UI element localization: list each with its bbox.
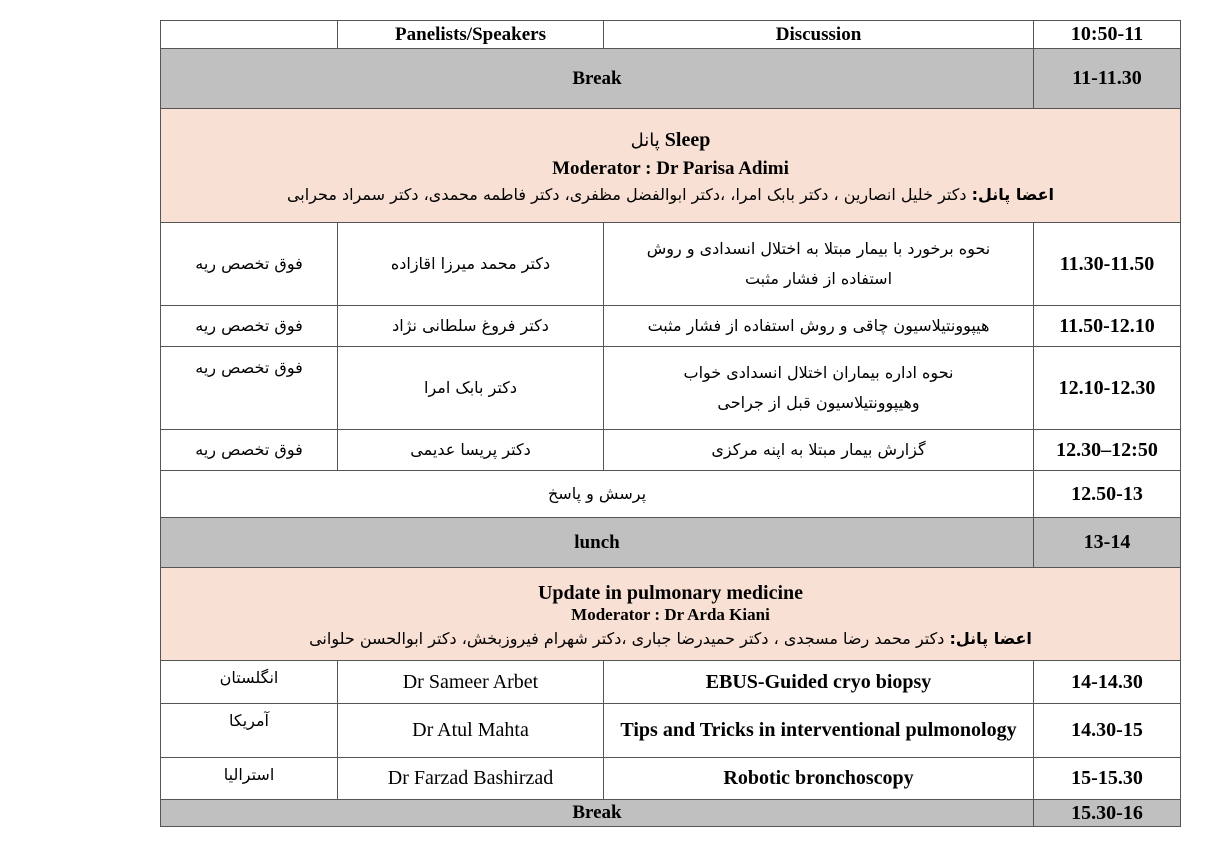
header-time: 10:50-11 <box>1034 21 1181 49</box>
qa-row <box>161 471 1181 518</box>
break-row-2 <box>161 800 1181 827</box>
pulm-row-1 <box>161 661 1181 704</box>
pulm-panel-members-list: دکتر محمد رضا مسجدی ، دکتر حمیدرضا جباری ،دکتر شهرام فیروزبخش، دکتر ابوالحسن حلوانی <box>309 629 945 649</box>
topic-line-1: نحوه برخورد با بیمار مبتلا به اختلال انسدادی و روش <box>646 238 991 258</box>
specialty-cell: فوق تخصص ریه <box>161 223 338 306</box>
topic-cell <box>604 223 1034 306</box>
topic-line-2: استفاده از فشار مثبت <box>744 269 893 288</box>
break-time: 11-11.30 <box>1034 49 1181 109</box>
qa-time: 12.50-13 <box>1034 471 1181 518</box>
sleep-panel-moderator: Moderator : Dr Parisa Adimi <box>552 157 789 179</box>
topic-cell <box>604 347 1034 430</box>
header-row <box>161 21 1181 49</box>
break-time: 15.30-16 <box>1034 800 1181 827</box>
sleep-row-3 <box>161 347 1181 430</box>
country-cell: انگلستان <box>161 661 338 704</box>
pulm-panel-members-label: اعضا پانل: <box>949 629 1032 649</box>
specialty-cell: فوق تخصص ریه <box>161 347 338 430</box>
speaker-cell: Dr Atul Mahta <box>338 704 604 758</box>
sleep-row-4 <box>161 430 1181 471</box>
topic-cell: Tips and Tricks in interventional pulmonology <box>604 704 1034 758</box>
break-label: Break <box>161 800 1034 827</box>
sleep-panel-title-fa: پانل <box>630 129 660 151</box>
sleep-row-1 <box>161 223 1181 306</box>
topic-line-2: وهیپوونتیلاسیون قبل از جراحی <box>717 393 920 412</box>
lunch-label: lunch <box>161 518 1034 568</box>
pulm-row-3 <box>161 758 1181 800</box>
topic-cell: Robotic bronchoscopy <box>604 758 1034 800</box>
country-cell: استرالیا <box>161 758 338 800</box>
header-speakers: Panelists/Speakers <box>338 21 604 49</box>
lunch-row <box>161 518 1181 568</box>
speaker-cell: Dr Sameer Arbet <box>338 661 604 704</box>
lunch-time: 13-14 <box>1034 518 1181 568</box>
time-cell: 11.30-11.50 <box>1034 223 1181 306</box>
break-row-1 <box>161 49 1181 109</box>
sleep-panel-row <box>161 109 1181 223</box>
speaker-cell: دکتر بابک امرا <box>338 347 604 430</box>
break-label: Break <box>161 49 1034 109</box>
sleep-panel-members-list: دکتر خلیل انصارین ، دکتر بابک امرا، ،دکتر ابوالفضل مظفری، دکتر فاطمه محمدی، دکتر سمراد محرابی <box>286 184 967 204</box>
time-cell: 14-14.30 <box>1034 661 1181 704</box>
topic-cell: EBUS-Guided cryo biopsy <box>604 661 1034 704</box>
pulm-row-2 <box>161 704 1181 758</box>
speaker-cell: دکتر محمد میرزا اقازاده <box>338 223 604 306</box>
pulm-panel-row <box>161 568 1181 661</box>
sleep-panel-title <box>167 129 1174 152</box>
speaker-cell: دکتر پریسا عدیمی <box>338 430 604 471</box>
speaker-cell: دکتر فروغ سلطانی نژاد <box>338 306 604 347</box>
sleep-row-2 <box>161 306 1181 347</box>
sleep-panel-title-en: Sleep <box>664 128 711 151</box>
sleep-panel-cell <box>161 109 1181 223</box>
time-cell: 12.10-12.30 <box>1034 347 1181 430</box>
specialty-cell: فوق تخصص ریه <box>161 430 338 471</box>
country-cell: آمریکا <box>161 704 338 758</box>
speaker-cell: Dr Farzad Bashirzad <box>338 758 604 800</box>
sleep-panel-members <box>167 186 1174 204</box>
pulm-panel-title: Update in pulmonary medicine <box>537 581 804 604</box>
topic-line-1: نحوه اداره بیماران اختلال انسدادی خواب <box>683 362 954 382</box>
schedule-table <box>160 20 1181 827</box>
specialty-cell: فوق تخصص ریه <box>161 306 338 347</box>
topic-cell: هیپوونتیلاسیون چاقی و روش استفاده از فشار مثبت <box>604 306 1034 347</box>
pulm-panel-moderator: Moderator : Dr Arda Kiani <box>571 604 770 624</box>
sleep-panel-members-label: اعضا پانل: <box>971 184 1055 204</box>
header-empty-cell <box>161 21 338 49</box>
time-cell: 11.50-12.10 <box>1034 306 1181 347</box>
time-cell: 14.30-15 <box>1034 704 1181 758</box>
pulm-panel-cell <box>161 568 1181 661</box>
topic-cell: گزارش بیمار مبتلا به اپنه مرکزی <box>604 430 1034 471</box>
qa-label: پرسش و پاسخ <box>161 471 1034 518</box>
pulm-panel-members <box>167 630 1174 648</box>
time-cell: 15-15.30 <box>1034 758 1181 800</box>
time-cell: 12.30–12:50 <box>1034 430 1181 471</box>
header-discussion: Discussion <box>604 21 1034 49</box>
